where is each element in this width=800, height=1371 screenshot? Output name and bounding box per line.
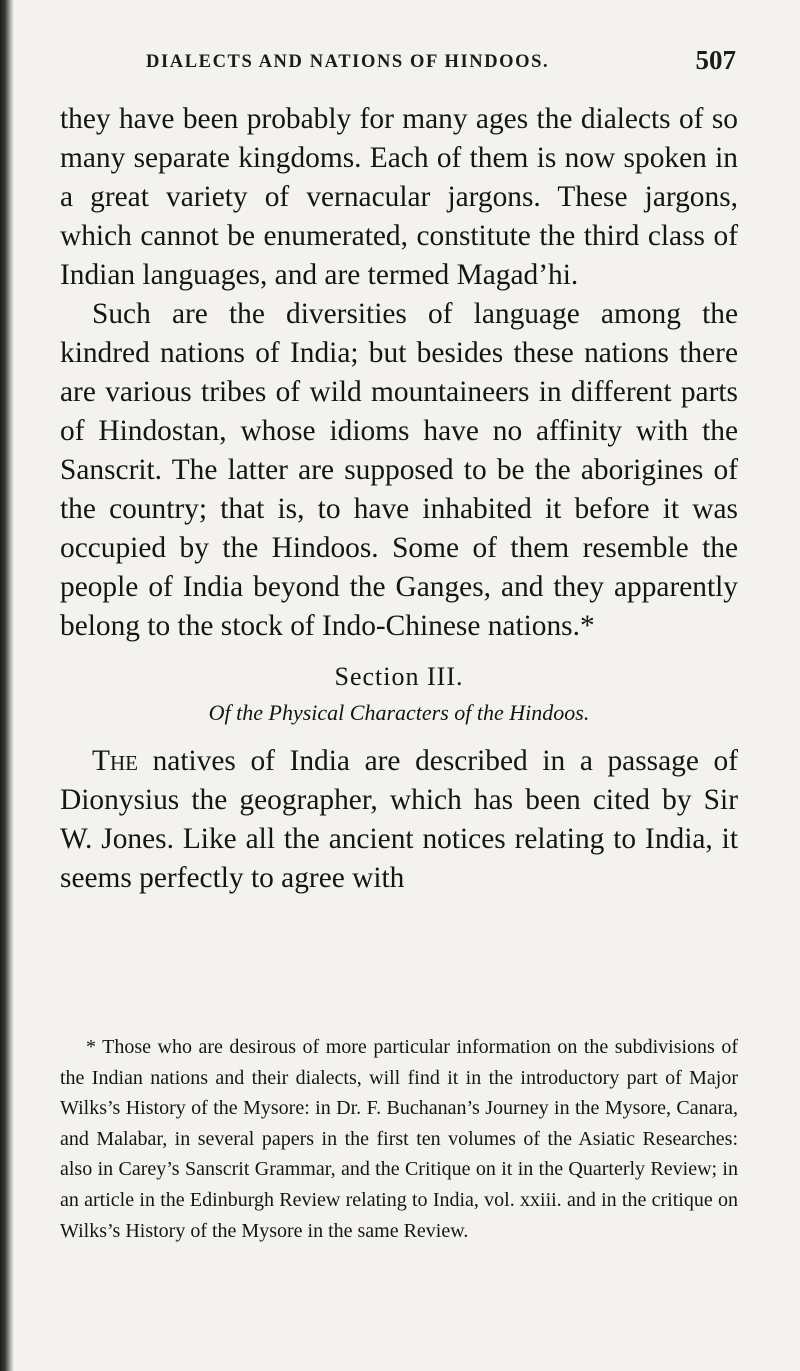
page-number: 507	[695, 45, 736, 75]
section-subtitle: Of the Physical Characters of the Hindoos.	[208, 700, 590, 725]
paragraph-3-lead-word: The	[92, 745, 138, 777]
section-heading: Section III.	[334, 662, 464, 691]
paragraph-3	[60, 742, 738, 898]
paragraph-1: they have been probably for many ages the dialects of so many separate kingdoms. Each of them is now spoken in a great variety of vernacular jargons. These jargons, which cannot be enumerated, constitute the third class of Indian languages, and are termed Magad’hi.	[60, 103, 738, 291]
paragraph-3-text: natives of India are described in a passage of Dionysius the geographer, which has been cited by Sir W. Jones. Like all the ancient notices relating to India, it seems perfectly to agree with	[60, 745, 738, 894]
page-gutter-shadow	[0, 0, 14, 1371]
footnote: * Those who are desirous of more particular information on the subdivisions of the Indian nations and their dialects, will find it in the introductory part of Major Wilks’s History of the Mysore: in Dr. F. Buchanan’s Journey in the Mysore, Canara, and Malabar, in several papers in the first ten volumes of the Asiatic Researches: also in Carey’s Sanscrit Grammar, and the Critique on it in the Quarterly Review; in an article in the Edinburgh Review relating to India, vol. xxiii. and in the critique on Wilks’s History of the Mysore in the same Review.	[60, 1036, 738, 1242]
running-head: DIALECTS AND NATIONS OF HINDOOS.	[146, 52, 550, 72]
paragraph-2: Such are the diversities of language among the kindred nations of India; but besides these nations there are various tribes of wild mountaineers in different parts of Hindostan, whose idioms have no affinity with the Sanscrit. The latter are supposed to be the aborigines of the country; that is, to have inhabited it before it was occupied by the Hindoos. Some of them resemble the people of India beyond the Ganges, and they apparently belong to the stock of Indo-Chinese nations.*	[60, 298, 738, 642]
main-text	[60, 100, 738, 898]
page-header	[0, 42, 800, 82]
